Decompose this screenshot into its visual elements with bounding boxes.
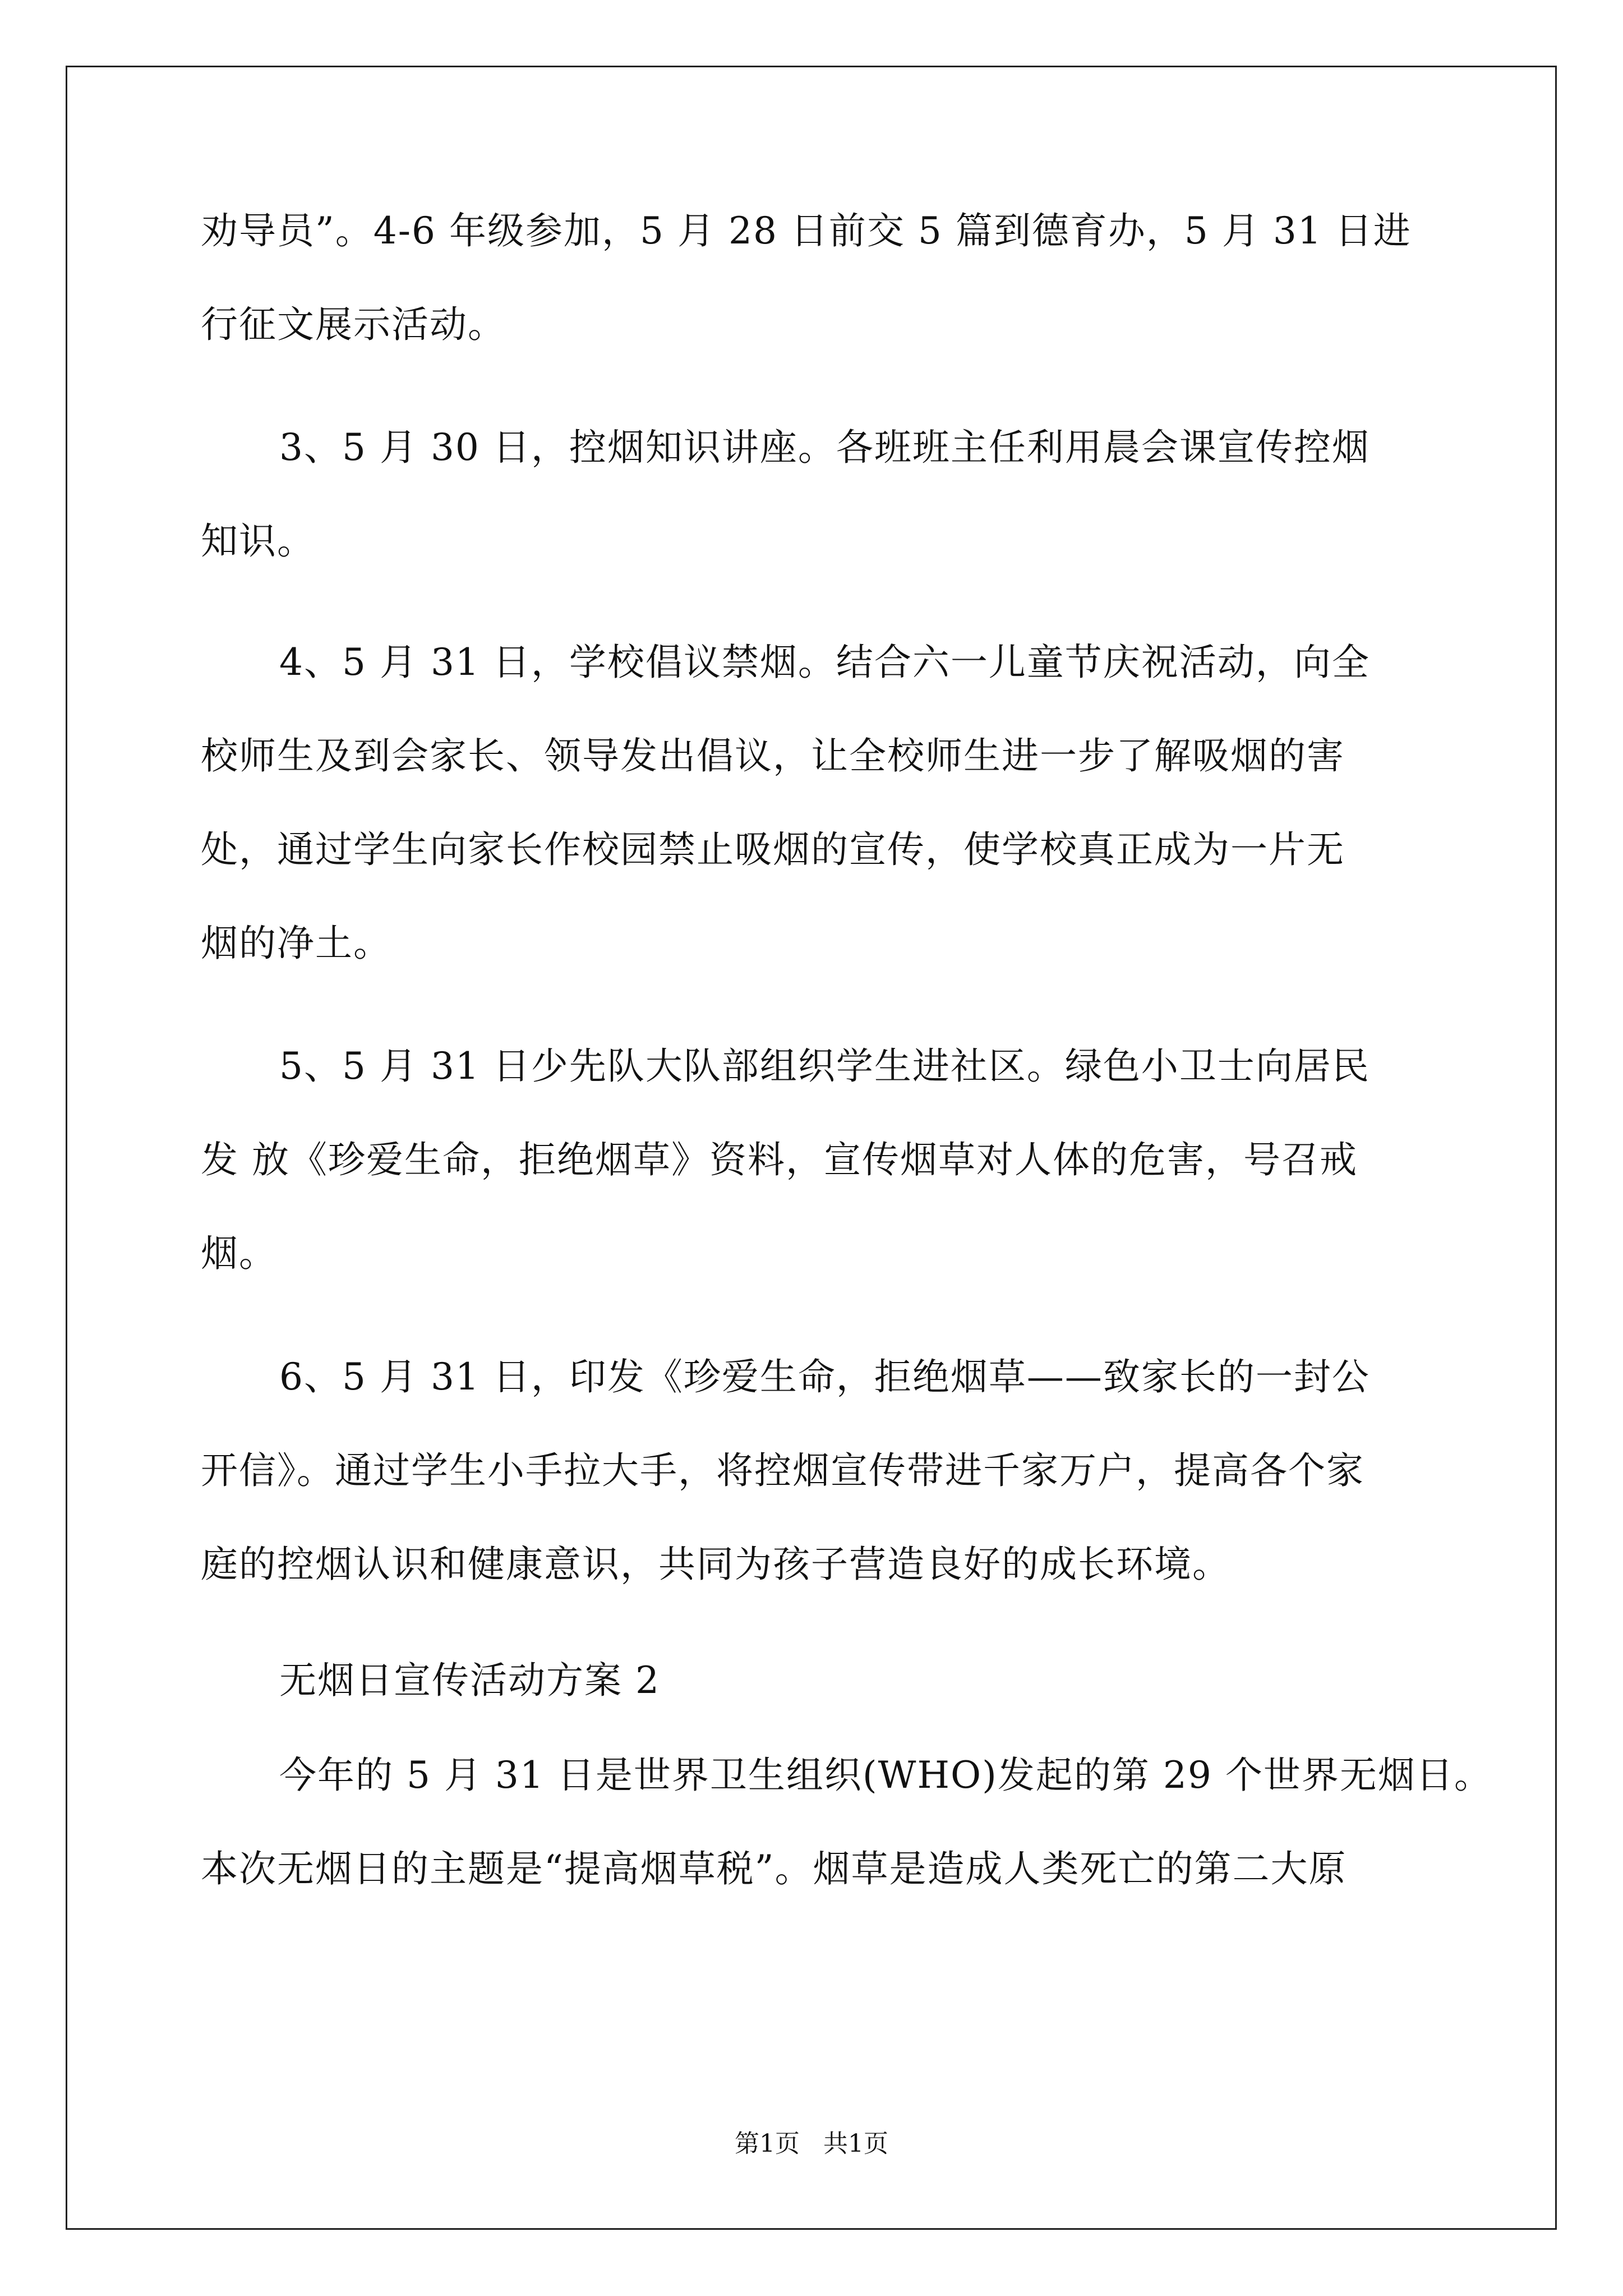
text-line: 开信》。通过学生小手拉大手，将控烟宣传带进千家万户，提高各个家: [201, 1449, 1364, 1492]
paragraph-start-line: 6、5 月 31 日，印发《珍爱生命，拒绝烟草——致家长的一封公: [279, 1355, 1370, 1398]
paragraph-start-line: 5、5 月 31 日少先队大队部组织学生进社区。绿色小卫士向居民: [279, 1045, 1370, 1088]
text-line: 行征文展示活动。: [201, 303, 506, 346]
paragraph-start-line: 4、5 月 31 日，学校倡议禁烟。结合六一儿童节庆祝活动，向全: [279, 641, 1370, 684]
text-line: 烟。: [201, 1232, 277, 1275]
text-line: 校师生及到会家长、领导发出倡议，让全校师生进一步了解吸烟的害: [201, 734, 1345, 777]
text-line: 发 放《珍爱生命，拒绝烟草》资料，宣传烟草对人体的危害，号召戒: [201, 1138, 1358, 1181]
text-line: 本次无烟日的主题是“提高烟草税”。烟草是造成人类死亡的第二大原: [201, 1847, 1347, 1890]
page-footer: 第1页 共1页: [735, 2129, 888, 2158]
text-line: 庭的控烟认识和健康意识，共同为孩子营造良好的成长环境。: [201, 1543, 1230, 1586]
text-line: 处，通过学生向家长作校园禁止吸烟的宣传，使学校真正成为一片无: [201, 828, 1345, 871]
text-line: 知识。: [201, 519, 315, 563]
paragraph-start-line: 3、5 月 30 日，控烟知识讲座。各班班主任利用晨会课宣传控烟: [279, 426, 1370, 469]
text-line: 劝导员”。4-6 年级参加，5 月 28 日前交 5 篇到德育办，5 月 31 日进: [201, 209, 1412, 252]
paragraph-start-line: 今年的 5 月 31 日是世界卫生组织(WHO)发起的第 29 个世界无烟日。: [279, 1754, 1492, 1797]
text-line: 烟的净土。: [201, 922, 391, 965]
section-heading: 无烟日宣传活动方案 2: [279, 1659, 660, 1702]
